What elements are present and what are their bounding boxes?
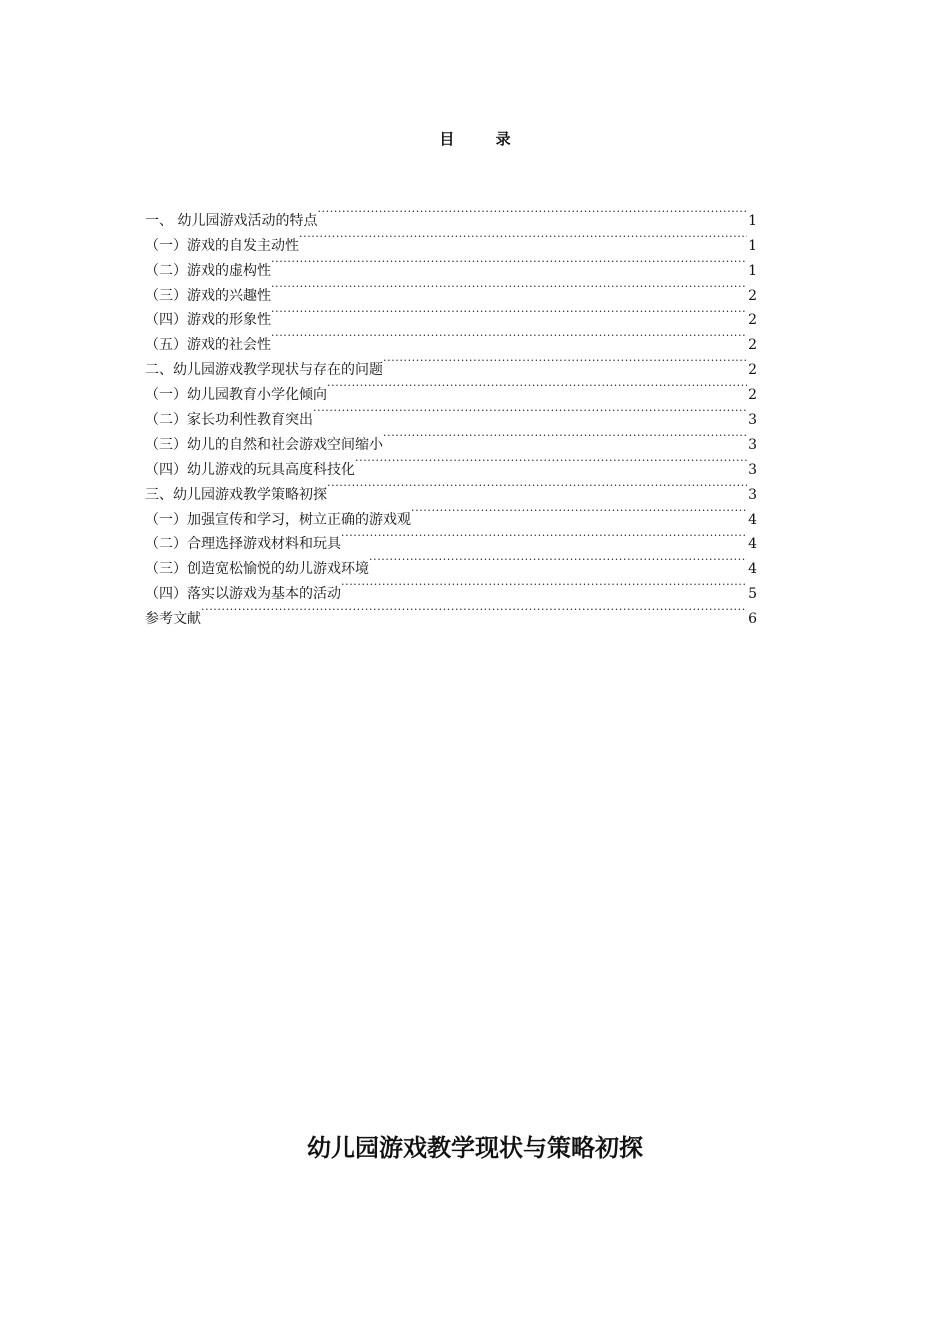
toc-entry-text: （二）合理选择游戏材料和玩具 <box>145 536 341 553</box>
toc-page-number: 3 <box>748 486 757 503</box>
toc-entry-text: （三）游戏的兴趣性 <box>145 287 271 304</box>
toc-entry[interactable] <box>145 598 757 628</box>
table-of-contents <box>145 200 757 628</box>
toc-dot-leader <box>317 200 747 225</box>
toc-entry[interactable] <box>145 200 757 229</box>
toc-dot-leader <box>271 250 747 275</box>
toc-entry-text: 三、幼儿园游戏教学策略初探 <box>145 486 327 503</box>
toc-heading: 目 录 <box>439 130 529 148</box>
toc-dot-leader <box>271 300 747 325</box>
toc-entry-text: （一）幼儿园教育小学化倾向 <box>145 387 327 404</box>
toc-page-number: 2 <box>748 362 757 379</box>
toc-page-number: 1 <box>748 262 757 279</box>
toc-dot-leader <box>355 449 747 474</box>
toc-dot-leader <box>369 548 747 573</box>
toc-dot-leader <box>271 324 747 349</box>
toc-entry-text: 二、幼儿园游戏教学现状与存在的问题 <box>145 362 383 379</box>
toc-dot-leader <box>341 524 747 549</box>
toc-page-number: 3 <box>748 412 757 429</box>
toc-page-number: 6 <box>748 611 757 628</box>
toc-entry-text: （四）游戏的形象性 <box>145 312 271 329</box>
toc-entry-text: （三）创造宽松愉悦的幼儿游戏环境 <box>145 561 369 578</box>
toc-entry-text: 一、 幼儿园游戏活动的特点 <box>145 212 318 229</box>
toc-dot-leader <box>327 374 747 399</box>
toc-page-number: 1 <box>748 212 757 229</box>
toc-page-number: 5 <box>748 586 757 603</box>
toc-page-number: 3 <box>748 436 757 453</box>
toc-entry-text: （一）游戏的自发主动性 <box>145 237 299 254</box>
toc-entry-text: （三）幼儿的自然和社会游戏空间缩小 <box>145 436 383 453</box>
toc-entry-text: （五）游戏的社会性 <box>145 337 271 354</box>
document-title: 幼儿园游戏教学现状与策略初探 <box>307 1134 643 1162</box>
toc-page-number: 1 <box>748 237 757 254</box>
toc-dot-leader <box>327 474 747 499</box>
toc-dot-leader <box>299 225 747 250</box>
toc-dot-leader <box>383 424 747 449</box>
toc-dot-leader <box>271 275 747 300</box>
toc-page-number: 4 <box>748 561 757 578</box>
toc-page-number: 2 <box>748 287 757 304</box>
toc-page-number: 2 <box>748 387 757 404</box>
toc-entry-text: （一）加强宣传和学习，树立正确的游戏观 <box>145 511 411 528</box>
toc-entry-text: （四）幼儿游戏的玩具高度科技化 <box>145 461 355 478</box>
toc-entry-text: （二）游戏的虚构性 <box>145 262 271 279</box>
toc-dot-leader <box>383 349 747 374</box>
toc-entry-text: 参考文献 <box>145 611 201 628</box>
toc-page-number: 3 <box>748 461 757 478</box>
toc-entry-text: （四）落实以游戏为基本的活动 <box>145 586 341 603</box>
toc-entry-text: （二）家长功利性教育突出 <box>145 412 313 429</box>
toc-page-number: 4 <box>748 511 757 528</box>
toc-dot-leader <box>341 573 747 598</box>
toc-dot-leader <box>201 598 747 623</box>
toc-dot-leader <box>411 499 747 524</box>
toc-page-number: 4 <box>748 536 757 553</box>
toc-page-number: 2 <box>748 337 757 354</box>
toc-dot-leader <box>313 399 747 424</box>
toc-page-number: 2 <box>748 312 757 329</box>
